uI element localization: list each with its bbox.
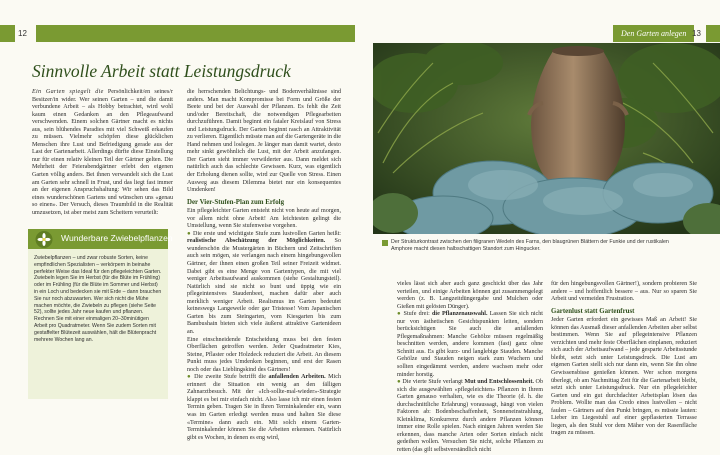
step-text: Lassen Sie sich nicht nur von ästhetischen Gesichtspunkten leiten, sondern berücksichtigen Sie auch die anfallenden Pflegemaßnahmen: Manche Gehölze müssen regelmäßig beschnitten werden, andere kommen (fast) ganz ohne Schnitt aus. Es gibt kurz- und langlebige Stauden. Manche Gehölze und Stauden neigen stark zum Wuchern und sollten eingedämmt werden, andere wachsen mehr oder minder horstig. — [397, 311, 543, 378]
photo-caption — [391, 239, 691, 253]
step-four-paragraph — [397, 379, 543, 454]
column-1 — [32, 89, 173, 217]
column-2 — [187, 89, 341, 442]
step-three-paragraph — [397, 311, 543, 379]
caption-text: Der Strukturkontrast zwischen den filigranen Wedeln des Farns, den blaugrünen Blättern der Funkie und der rustikalen Amphore macht diesen halbschattigen Standort zum Hingucker. — [391, 239, 669, 252]
paragraph: für den hingebungsvollen Gärtner!), sondern probieren Sie andere – und hoffentlich bessere – aus. Nur so sparen Sie Arbeit und vermeiden Frustration. — [551, 281, 697, 303]
column-3 — [397, 281, 543, 455]
paragraph: Jeder Garten erfordert ein gewisses Maß an Arbeit! Sie können das Ausmaß dieser anfallenden Arbeiten aber selbst bestimmen. Wenn Sie auf pflegeintensive Pflanzen verzichten und mehr feste Oberflächen einplanen, reduziert sich auch der Arbeitsaufwand – jede gesparte Arbeitsstunde bleibt, setzt sich unter Leistungsdruck. Die Lust am eigenen Garten stellt sich nur dann ein, wenn Sie ihn ohne Gewissensbisse genießen können. Wer schon morgens überlegt, ob am Nachmittag Zeit für die Gartenarbeit bleibt, setzt sich unter Leistungsdruck. Nur ein pflegeleichter Garten und ein gut durchdachter Arbeitsplan lösen das Problem. Wollte man das Credo eines lustvollen – nicht faulen – Gärtners auf den Punkt bringen, es müsste lauten: Lieber im Liegestuhl auf einer gepflasterten Terrasse liegen, als den Stuhl vor dem Mäher von der Rasenfläche tragen zu müssen. — [551, 317, 697, 437]
step-text: So wunderschön die Mustergärten in Büchern und Zeitschriften auch sein mögen, sie verlangen nach einem hingebungsvollen Gärtner, der ihnen einen großen Teil seiner Freizeit widmet. Dabei gibt es eine Menge von Gartentypen, die mit viel weniger Arbeitsaufwand auskommen (siehe Gestaltungsteil). Natürlich sind sie nicht so bunt und üppig wie ein pflegeintensives Staudenbeet, machen dafür aber auch merklich weniger Arbeit. Realismus im Garten bedeutet keineswegs Langeweile oder gar Tristesse! Vom Japanischen Garten bis zum Steingarten, vom Kiesgarten bis zum Bambushain bieten sich viele äußerst attraktive Gartenideen an. — [187, 238, 341, 335]
paragraph: die herrschenden Belichtungs- und Bodenverhältnisse sind anders. Man macht Kompromisse bei Form und Größe der Beete und bei der Auswahl der Pflanzen. Es fehlt die Zeit und/oder Bereitschaft, die notwendigen Pflegearbeiten durchzuführen. Damit beginnt ein fataler Kreislauf von Stress und Leistungsdruck. Der Garten beginnt rasch an Attraktivität zu verlieren. Eigentlich müsste man auf die Gartengeräte in die Hand nehmen und loslegen. Je länger man damit wartet, desto mehr sinkt gewöhnlich die Lust, mit der Arbeit anzufangen. Der Garten sieht immer verwilderter aus. Dann meldet sich natürlich auch das schlechte Gewissen. Kurz, was eigentlich der Erholung dienen sollte, wird zur Quelle von Stress. Einen Ausweg aus diesem Dilemma bietet nur ein konsequentes Umdenken! — [187, 89, 341, 194]
page-number-left: 12 — [18, 29, 27, 38]
step-emphasis: anfallenden Arbeiten. — [268, 374, 326, 381]
step-text: Die vierte Stufe verlangt — [400, 379, 465, 386]
section-tab: Den Garten anlegen — [613, 25, 694, 42]
flower-icon — [34, 230, 54, 249]
garden-photo — [373, 43, 720, 234]
photo-amphora-hosta-fern — [373, 43, 720, 234]
column-4 — [551, 281, 697, 438]
page-title: Sinnvolle Arbeit statt Leistungsdruck — [32, 61, 291, 81]
step-text: Mich erinnert die Situation ein wenig an den fälligen Zahnarztbesuch. Mit der «Ich-sollte-mal-wieder»-Strategie klappt es bei mir einfach nicht. Also lasse ich mir einen festen Termin geben. Tragen Sie in Ihren Terminkalender ein, wann was im Garten erledigt werden muss und halten Sie diese «Termine» dann auch ein. Mit solch einem Garten-Terminkalender können Sie die Arbeiten erkennen. Natürlich gibt es Wochen, in denen es eng wird, — [187, 374, 341, 441]
step-one-paragraph — [187, 231, 341, 337]
paragraph: Eine einschneidende Entscheidung muss bei den festen Oberflächen getroffen werden. Jeder Quadratmeter Kies, Steine, Pflaster oder Holzdeck reduziert die Arbeit. An diesem Punkt muss jedes Umdenken beginnen, und erst der Rasen noch oder das Lieblingskind des Gärtners! — [187, 336, 341, 373]
subheading-gartenlust: Gartenlust statt Gartenfrust — [551, 307, 635, 315]
step-text: Ob sich die ausgewählten «pflegeleichten» Pflanzen in Ihrem Garten genauso verhalten, wie es die Theorie (d. h. die durchschnittliche Erfahrung) voraussagt, hängt von vielen Faktoren ab: Bodenbeschaffenheit, Sonneneinstrahlung, Kleinklima, Konkurrenz durch andere Pflanzen können immer eine Rolle spielen. Nach einigen Jahren werden Sie erkennen, dass manche Arten oder Sorten einfach nicht gedeihen wollen. Versuchen Sie nicht, solche Pflanzen zu retten (das gilt selbstverständlich nicht — [397, 379, 543, 454]
bullet-icon: ● — [187, 374, 192, 381]
page-number-right: 13 — [692, 29, 701, 38]
paragraph: vieles lässt sich aber auch ganz geschickt über das Jahr verteilen, und einige Arbeiten können gut zusammengelegt werden (z. B. Langzeitdüngergabe und Mulchen oder Gießen mit gelösten Dünger). — [397, 281, 543, 310]
step-text: Stufe drei: — [401, 311, 432, 318]
info-box-title: Wunderbare Zwiebelpflanzen — [61, 233, 173, 243]
bullet-icon: ● — [187, 230, 192, 237]
header-bar-left-main — [36, 25, 355, 42]
info-box — [28, 229, 173, 399]
header-bar-left — [0, 25, 15, 42]
step-two-paragraph — [187, 374, 341, 442]
intro-paragraph — [32, 89, 173, 217]
bullet-icon: ● — [397, 379, 401, 386]
caption-bullet-icon — [382, 240, 388, 246]
header-bar-right — [706, 25, 720, 42]
step-text: Die erste und wichtigste Stufe zum lustvollen Garten heißt: — [191, 230, 341, 237]
info-box-text: Zwiebelpflanzen – und zwar robuste Sorten, keine empfindlichen Spezialisten – verkörpern in beinahe perfekter Weise das Ideal für den pflegeleichten Garten. Zwiebeln legen Sie im Herbst (für die Blüte im Frühling) oder im Frühling (für die Blüte im Sommer und Herbst) in ein Loch und bedecken sie mit Erde – dann brauchen Sie nur noch abzuwarten. Wer sich nicht die Mühe machen möchte, die Zwiebeln zu pflegen (siehe Seite 52), sollte jedes Jahr neue kaufen und pflanzen. Rechnen Sie mit einer einmaligen 20–30minütigen Arbeit pro Quadratmeter. Wenn Sie zudem Sorten mit gestaffelter Blütezeit auswählen, hält die Blütenpracht mehrere Wochen lang an. — [34, 255, 162, 343]
step-text: Die zweite Stufe betrifft die — [191, 374, 269, 381]
info-box-header — [28, 229, 173, 249]
step-emphasis: die Pflanzenauswahl. — [431, 311, 488, 318]
lead-in: Ein Garten spiegelt die — [32, 89, 104, 95]
step-emphasis: realistische Abschätzung der Möglichkeiten. — [187, 238, 326, 245]
step-emphasis: Mut und Entschlossenheit. — [464, 379, 534, 386]
paragraph: Ein pflegeleichter Garten entsteht nicht von heute auf morgen, vor allem nicht ohne Arbeit! Am leichtesten gelingt die Umstellung, wenn Sie stufenweise vorgehen. — [187, 208, 341, 230]
subheading-four-steps: Der Vier-Stufen-Plan zum Erfolg — [187, 198, 285, 206]
intro-text: Persönlichkeit/en seines/r Besitzer/in wider. Wer seinen Garten – und die damit verbundene Arbeit – als Hobby betrachtet, wird wohl kaum einen Gedanken an den Pflegeaufwand verschwenden. Einem solchen Gärtner macht es nichts aus, sein blühendes Paradies mit viel Schweiß erkaufen zu müssen. Vielmehr schöpfen diese glücklichen Menschen ihre Lust und Befriedigung gerade aus der Last der Gartenarbeit. Allerdings dürfte diese Einstellung nur für einen relativ kleinen Teil der Gärtner gelten. Die Mehrheit der Feierabendgärtner erlebt den eigenen Garten völlig anders. Bei ihnen verwandelt sich die Lust am Garten sehr schnell in Frust, und das liegt fast immer an der eigenen Anspruchshaltung: Wir sehen das Bild eines wunderschönen Gartens und wünschen uns «genau so einen». Der Versuch, dieses Traumbild in die Realität umzusetzen, ist aber meist zum Scheitern verurteilt: — [32, 89, 173, 216]
bullet-icon: ● — [397, 311, 402, 318]
